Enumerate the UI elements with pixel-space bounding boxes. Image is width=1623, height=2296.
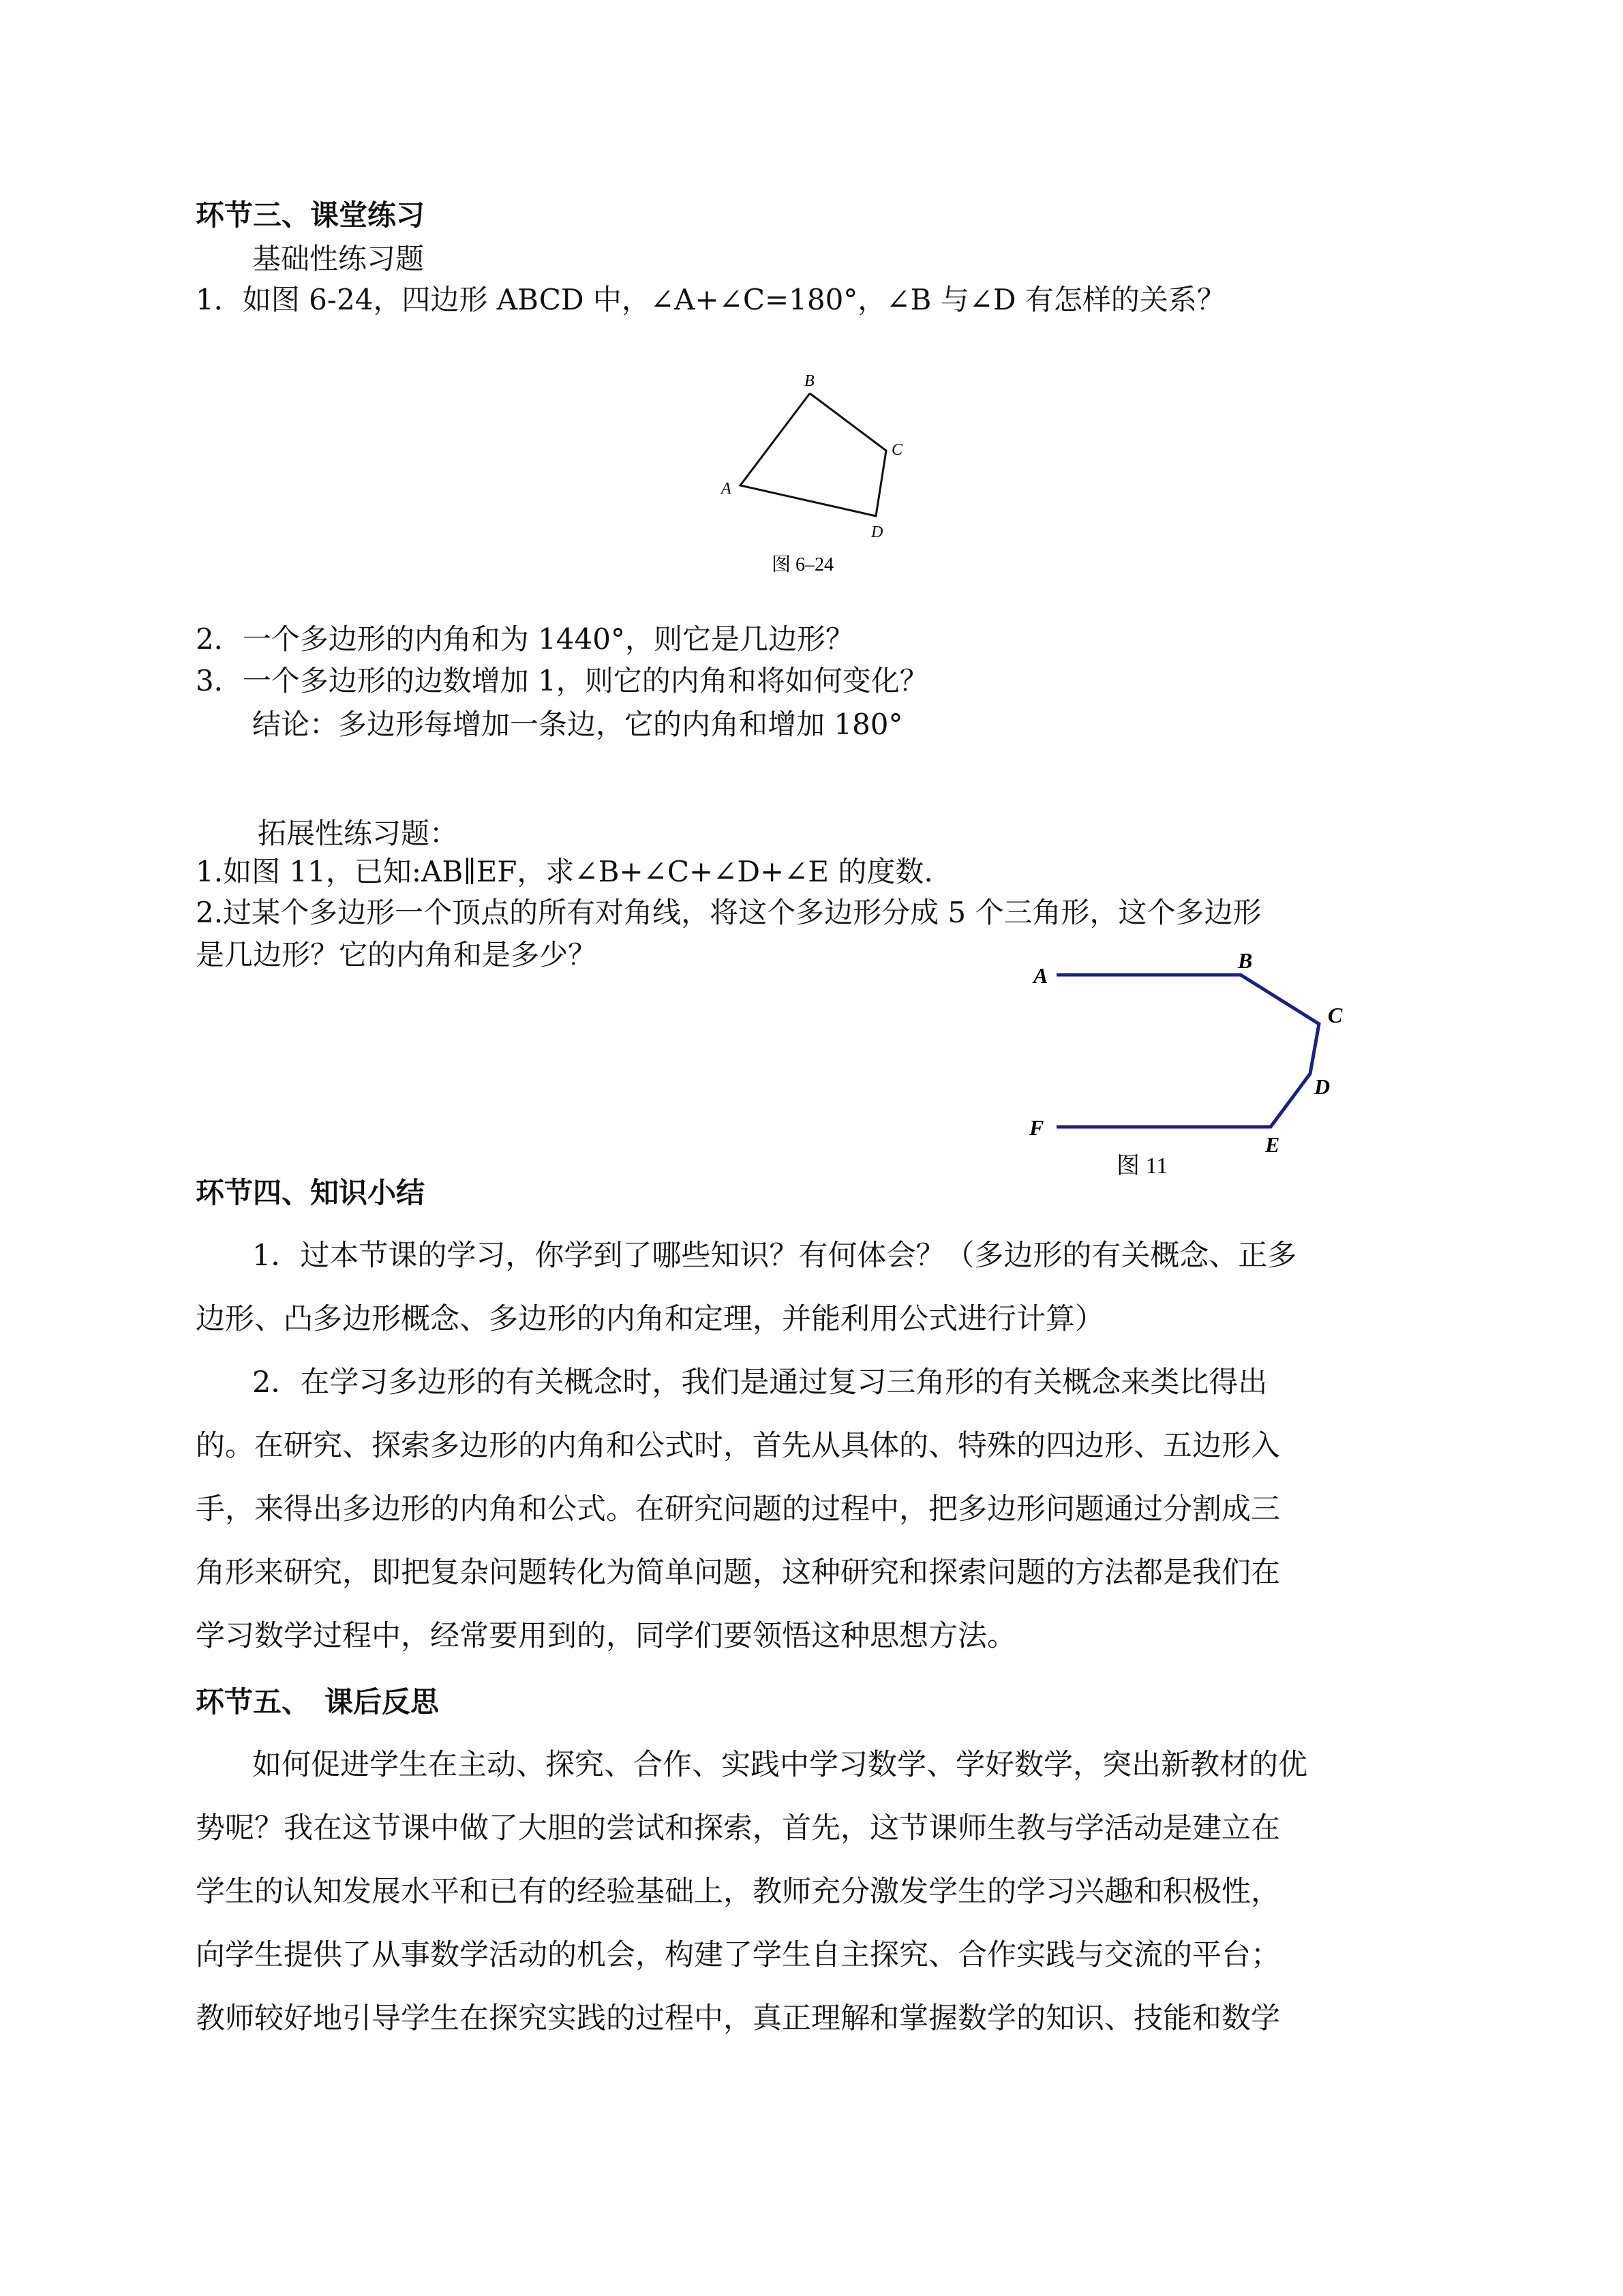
fig11-label-c: C [1328,1003,1343,1027]
section4-line-4: 的。在研究、探索多边形的内角和公式时，首先从具体的、特殊的四边形、五边形入 [196,1429,1280,1463]
fig624-label-b: B [804,372,815,390]
figure-6-24 [709,361,927,586]
section4-line-3: 2．在学习多边形的有关概念时，我们是通过复习三角形的有关概念来类比得出 [252,1365,1268,1400]
question-3: 3．一个多边形的边数增加 1，则它的内角和将如何变化？ [196,664,928,697]
quadrilateral-abcd [740,393,886,516]
fig11-label-e: E [1265,1132,1280,1157]
fig11-label-f: F [1029,1115,1044,1140]
figure-11 [1022,948,1377,1179]
section5-line-5: 教师较好地引导学生在探究实践的过程中，真正理解和掌握数学的知识、技能和数学 [196,2002,1280,2036]
fig624-label-d: D [871,524,883,541]
fig624-caption: 图 6–24 [772,554,834,575]
section4-line-6: 角形来研究，即把复杂问题转化为简单问题，这种研究和探索问题的方法都是我们在 [196,1556,1280,1590]
section5-heading: 环节五、 课后反思 [196,1685,440,1719]
section5-line-4: 向学生提供了从事数学活动的机会，构建了学生自主探究、合作实践与交流的平台； [196,1938,1280,1972]
section5-line-3: 学生的认知发展水平和已有的经验基础上，教师充分激发学生的学习兴趣和积极性， [196,1875,1280,1909]
section4-heading: 环节四、知识小结 [196,1176,425,1209]
extension-question-2-line-2: 是几边形？它的内角和是多少？ [196,938,597,971]
fig11-label-a: A [1033,963,1048,988]
section3-heading: 环节三、课堂练习 [196,198,425,232]
fig624-label-a: A [721,480,731,498]
question-2: 2．一个多边形的内角和为 1440°，则它是几边形？ [196,622,854,656]
section4-line-7: 学习数学过程中，经常要用到的，同学们要领悟这种思想方法。 [196,1619,1016,1653]
polyline-abcdef [1057,975,1319,1127]
fig11-label-d: D [1314,1074,1331,1099]
section4-line-1: 1．过本节课的学习，你学到了哪些知识？有何体会？（多边形的有关概念、正多 [252,1239,1297,1273]
extension-question-2-line-1: 2.过某个多边形一个顶点的所有对角线，将这个多边形分成 5 个三角形，这个多边形 [196,896,1262,929]
conclusion: 结论：多边形每增加一条边，它的内角和增加 180° [252,708,903,741]
basic-exercises-title: 基础性练习题 [252,242,425,275]
extension-exercises-title: 拓展性练习题： [258,817,459,850]
fig11-label-b: B [1238,948,1253,973]
extension-question-1: 1.如图 11，已知:AB∥EF，求∠B+∠C+∠D+∠E 的度数. [196,855,933,888]
question-1: 1．如图 6-24，四边形 ABCD 中，∠A+∠C=180°，∠B 与∠D 有怎样的关系？ [196,283,1226,316]
fig11-caption: 图 11 [1117,1153,1168,1179]
fig624-label-c: C [892,441,903,459]
section4-line-5: 手，来得出多边形的内角和公式。在研究问题的过程中，把多边形问题通过分割成三 [196,1492,1280,1526]
section5-line-1: 如何促进学生在主动、探究、合作、实践中学习数学、学好数学，突出新教材的优 [252,1748,1307,1782]
section5-line-2: 势呢？我在这节课中做了大胆的尝试和探索，首先，这节课师生教与学活动是建立在 [196,1811,1280,1845]
section4-line-2: 边形、凸多边形概念、多边形的内角和定理，并能利用公式进行计算） [196,1302,1104,1336]
